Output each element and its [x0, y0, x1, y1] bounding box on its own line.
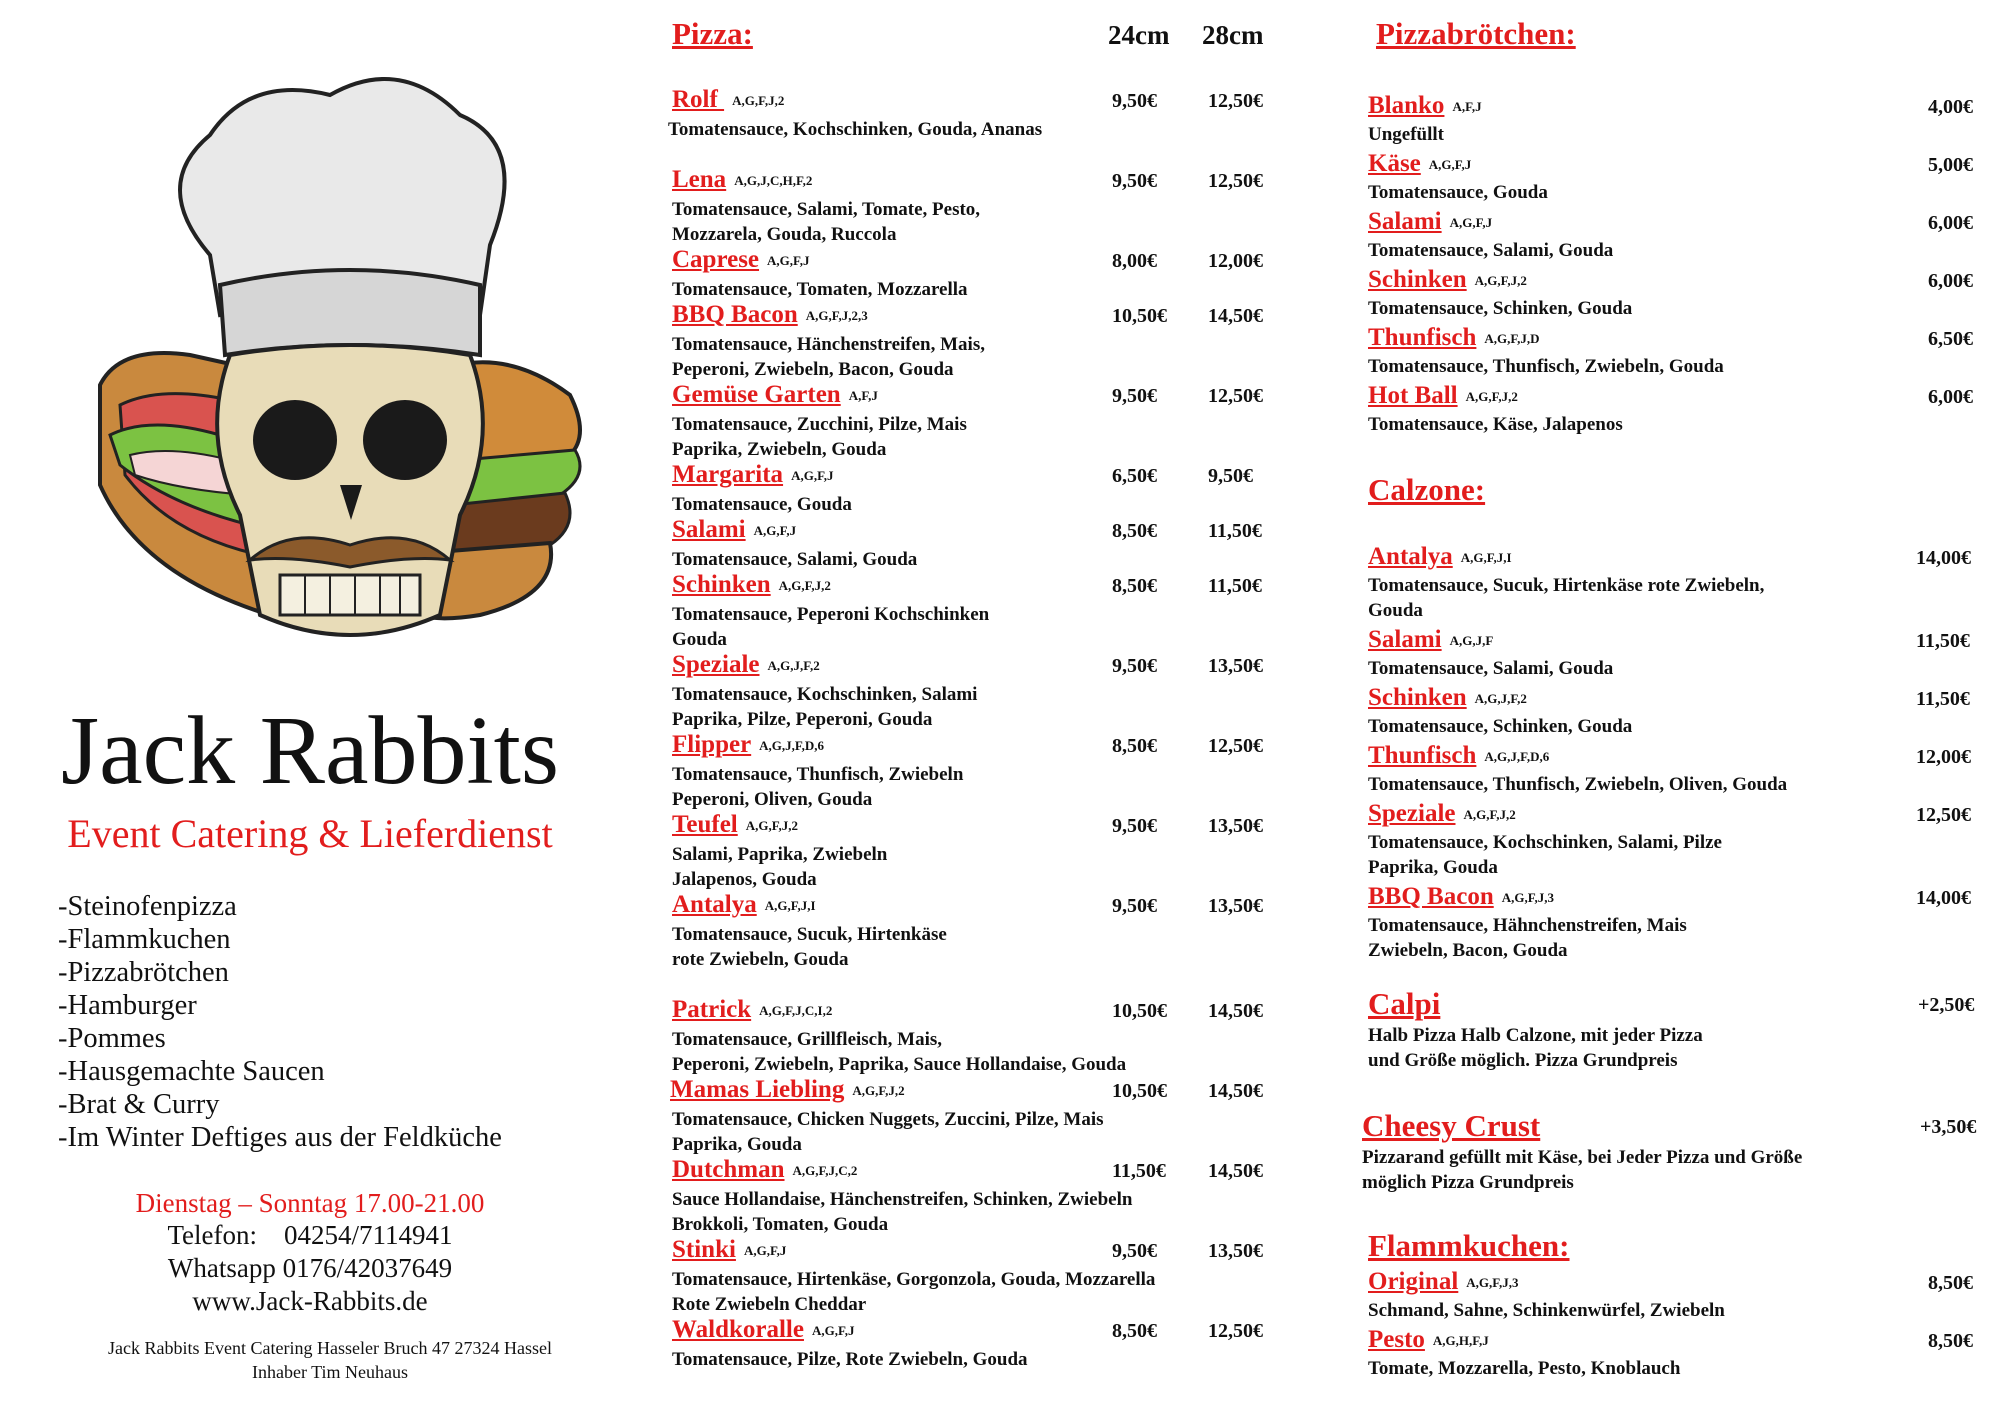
- pizzabroetchen-desc-line: Ungefüllt: [1368, 124, 1444, 145]
- pizzabroetchen-item-name: [1368, 150, 1471, 178]
- cheesy-crust-name: Cheesy Crust: [1362, 1108, 1541, 1143]
- allergen-codes: A,G,F,J,2: [745, 818, 798, 833]
- owner: Inhaber Tim Neuhaus: [252, 1362, 408, 1382]
- pizza-item-name: [672, 651, 820, 679]
- pizzabroetchen-desc-line: Tomatensauce, Käse, Jalapenos: [1368, 414, 1623, 435]
- pizza-price-28: 12,50€: [1208, 1320, 1263, 1342]
- calzone-item-name: [1368, 800, 1516, 828]
- pizzabroetchen-item-price: 6,50€: [1928, 328, 1973, 350]
- flammkuchen-item-price: 8,50€: [1928, 1272, 1973, 1294]
- allergen-codes: A,G,F,J,3: [1501, 890, 1554, 905]
- flammkuchen-item-price: 8,50€: [1928, 1330, 1973, 1352]
- pizza-item-title: Gemüse Garten: [672, 381, 841, 408]
- calzone-item-title: Schinken: [1368, 684, 1467, 711]
- website-link[interactable]: www.Jack-Rabbits.de: [192, 1286, 428, 1316]
- allergen-codes: A,G,J,F,D,6: [759, 738, 825, 753]
- pizzabroetchen-item-price: 4,00€: [1928, 96, 1973, 118]
- pizza-item-title: Mamas Liebling: [670, 1076, 845, 1103]
- pizzabroetchen-item-price: 6,00€: [1928, 386, 1973, 408]
- pizzabroetchen-item-price: 5,00€: [1928, 154, 1973, 176]
- calzone-item-price: 14,00€: [1916, 547, 1971, 569]
- flammkuchen-desc-line: Tomate, Mozzarella, Pesto, Knoblauch: [1368, 1358, 1681, 1379]
- allergen-codes: A,G,F,J: [1428, 157, 1472, 172]
- pizza-price-24: 8,50€: [1112, 575, 1157, 597]
- pizza-item-name: [672, 1236, 786, 1264]
- allergen-codes: A,G,F,J: [753, 523, 797, 538]
- flammkuchen-item-title: Pesto: [1368, 1326, 1425, 1353]
- pizza-desc-line: Peperoni, Zwiebeln, Paprika, Sauce Hollandaise, Gouda: [672, 1054, 1127, 1075]
- pizza-item-title: Lena: [672, 166, 727, 193]
- pizza-item-title: Dutchman: [672, 1156, 785, 1183]
- pizzabroetchen-desc-line: Tomatensauce, Schinken, Gouda: [1368, 298, 1633, 319]
- pizzabroetchen-item-name: [1368, 92, 1482, 120]
- allergen-codes: A,G,J,F,2: [767, 658, 820, 673]
- pizza-item-title: Teufel: [672, 811, 738, 838]
- pizza-price-28: 12,50€: [1208, 735, 1263, 757]
- service-item: -Hausgemachte Saucen: [58, 1056, 325, 1087]
- pizzabroetchen-item-title: Thunfisch: [1368, 324, 1477, 351]
- pizza-price-24: 9,50€: [1112, 815, 1157, 837]
- pizza-desc-line: Salami, Paprika, Zwiebeln: [672, 844, 888, 865]
- pizza-price-24: 6,50€: [1112, 465, 1157, 487]
- pizza-item-name: [672, 1156, 857, 1184]
- pizza-item-title: Caprese: [672, 246, 760, 273]
- phone-number: Telefon: 04254/7114941: [167, 1220, 453, 1250]
- pizza-desc-line: Tomatensauce, Salami, Gouda: [672, 549, 918, 570]
- pizza-item-name: [672, 731, 824, 759]
- pizza-desc-line: Paprika, Gouda: [672, 1134, 802, 1155]
- allergen-codes: A,G,F,J,2,3: [805, 308, 868, 323]
- calzone-desc-line: Tomatensauce, Sucuk, Hirtenkäse rote Zwiebeln,: [1368, 575, 1765, 596]
- pizza-desc-line: Peperoni, Zwiebeln, Bacon, Gouda: [672, 359, 954, 380]
- allergen-codes: A,G,J,C,H,F,2: [734, 173, 813, 188]
- pizzabroetchen-desc-line: Tomatensauce, Thunfisch, Zwiebeln, Gouda: [1368, 356, 1724, 377]
- pizza-item-title: Rolf: [672, 86, 725, 113]
- pizza-item-title: Antalya: [672, 891, 757, 918]
- calzone-desc-line: Tomatensauce, Schinken, Gouda: [1368, 716, 1633, 737]
- pizza-desc-line: Jalapenos, Gouda: [672, 869, 817, 890]
- pizza-desc-line: Tomatensauce, Sucuk, Hirtenkäse: [672, 924, 947, 945]
- allergen-codes: A,G,F,J,C,I,2: [759, 1003, 833, 1018]
- pizza-item-title: Stinki: [672, 1236, 736, 1263]
- chef-hat-illustration: [180, 79, 505, 355]
- calzone-desc-line: Zwiebeln, Bacon, Gouda: [1368, 940, 1568, 961]
- pizza-price-28: 12,00€: [1208, 250, 1263, 272]
- allergen-codes: A,G,F,J,D: [1484, 331, 1540, 346]
- calpi-desc-line: und Größe möglich. Pizza Grundpreis: [1368, 1050, 1678, 1071]
- allergen-codes: A,G,H,F,J: [1432, 1333, 1489, 1348]
- cheesy-crust-price: +3,50€: [1920, 1116, 1977, 1138]
- pizza-desc-line: Sauce Hollandaise, Hänchenstreifen, Schinken, Zwiebeln: [672, 1189, 1133, 1210]
- pizza-desc-line: Rote Zwiebeln Cheddar: [672, 1294, 867, 1315]
- calpi-name: Calpi: [1368, 986, 1441, 1021]
- pizza-item-title: Schinken: [672, 571, 771, 598]
- allergen-codes: A,G,F,J,2: [732, 93, 785, 108]
- service-item: -Hamburger: [58, 990, 197, 1021]
- pizza-item-name: [672, 166, 812, 194]
- pizza-item-name: [672, 86, 784, 114]
- allergen-codes: A,G,F,J: [767, 253, 810, 268]
- service-item: -Brat & Curry: [58, 1089, 220, 1120]
- pizza-desc-line: Tomatensauce, Grillfleisch, Mais,: [672, 1029, 943, 1050]
- calzone-desc-line: Tomatensauce, Kochschinken, Salami, Pilze: [1368, 832, 1722, 853]
- calzone-item-price: 11,50€: [1916, 630, 1970, 652]
- calzone-item-title: Thunfisch: [1368, 742, 1477, 769]
- pizza-price-24: 9,50€: [1112, 895, 1157, 917]
- calzone-desc-line: Paprika, Gouda: [1368, 857, 1498, 878]
- allergen-codes: A,F,J: [1452, 99, 1482, 114]
- calzone-item-title: Speziale: [1368, 800, 1456, 827]
- size-28-header: 28cm: [1202, 20, 1264, 50]
- allergen-codes: A,G,F,J,2: [1463, 807, 1516, 822]
- pizza-desc-line: Tomatensauce, Hänchenstreifen, Mais,: [672, 334, 985, 355]
- pizza-price-24: 9,50€: [1112, 655, 1157, 677]
- pizza-item-title: Salami: [672, 516, 746, 543]
- pizza-desc-line: Tomatensauce, Zucchini, Pilze, Mais: [672, 414, 967, 435]
- pizzabroetchen-item-name: [1368, 266, 1527, 294]
- calpi-desc-line: Halb Pizza Halb Calzone, mit jeder Pizza: [1368, 1025, 1703, 1046]
- pizzabroetchen-item-price: 6,00€: [1928, 270, 1973, 292]
- calzone-heading: Calzone:: [1368, 472, 1486, 507]
- allergen-codes: A,G,F,J,2: [778, 578, 831, 593]
- pizza-desc-line: Tomatensauce, Thunfisch, Zwiebeln: [672, 764, 964, 785]
- cheesy-crust-desc-line: möglich Pizza Grundpreis: [1362, 1172, 1574, 1193]
- pizza-price-28: 14,50€: [1208, 1000, 1263, 1022]
- calzone-desc-line: Tomatensauce, Thunfisch, Zwiebeln, Oliven, Gouda: [1368, 774, 1788, 795]
- pizza-item-name: [672, 811, 798, 839]
- calzone-item-price: 14,00€: [1916, 887, 1971, 909]
- pizza-item-title: Speziale: [672, 651, 760, 678]
- pizza-price-28: 12,50€: [1208, 170, 1263, 192]
- pizza-desc-line: Peperoni, Oliven, Gouda: [672, 789, 873, 810]
- pizza-item-title: Margarita: [672, 461, 784, 488]
- calzone-desc-line: Tomatensauce, Hähnchenstreifen, Mais: [1368, 915, 1687, 936]
- pizza-price-28: 9,50€: [1208, 465, 1253, 487]
- pizzabroetchen-item-title: Käse: [1368, 150, 1421, 177]
- pizza-desc-line: Brokkoli, Tomaten, Gouda: [672, 1214, 889, 1235]
- pizza-desc-line: Tomatensauce, Chicken Nuggets, Zuccini, Pilze, Mais: [672, 1109, 1104, 1130]
- calpi-price: +2,50€: [1918, 994, 1975, 1016]
- calzone-item-title: Salami: [1368, 626, 1442, 653]
- cheesy-crust-desc-line: Pizzarand gefüllt mit Käse, bei Jeder Pizza und Größe: [1362, 1147, 1803, 1168]
- pizzabroetchen-item-name: [1368, 382, 1518, 410]
- pizza-item-title: Flipper: [672, 731, 752, 758]
- pizza-desc-line: Tomatensauce, Tomaten, Mozzarella: [672, 279, 968, 300]
- whatsapp-number: Whatsapp 0176/42037649: [167, 1253, 453, 1283]
- calzone-item-price: 12,00€: [1916, 746, 1971, 768]
- pizza-desc-line: Tomatensauce, Salami, Tomate, Pesto,: [672, 199, 981, 220]
- flammkuchen-item-title: Original: [1368, 1268, 1459, 1295]
- opening-hours: Dienstag – Sonntag 17.00-21.00: [135, 1188, 485, 1218]
- pizza-heading: Pizza:: [672, 16, 753, 51]
- calzone-item-title: BBQ Bacon: [1368, 883, 1494, 910]
- skull-illustration: [217, 345, 483, 635]
- pizza-desc-line: rote Zwiebeln, Gouda: [672, 949, 849, 970]
- pizzabroetchen-item-title: Hot Ball: [1368, 382, 1458, 409]
- pizza-item-name: [672, 891, 816, 919]
- allergen-codes: A,G,F,J: [1449, 215, 1493, 230]
- allergen-codes: A,G,F,J,2: [1474, 273, 1527, 288]
- pizzabroetchen-item-title: Blanko: [1368, 92, 1445, 119]
- flammkuchen-desc-line: Schmand, Sahne, Schinkenwürfel, Zwiebeln: [1368, 1300, 1725, 1321]
- pizza-price-28: 11,50€: [1208, 520, 1262, 542]
- pizza-item-name: [672, 1316, 854, 1344]
- service-item: -Pommes: [58, 1023, 166, 1054]
- pizza-item-name: [672, 301, 868, 329]
- pizza-item-name: [672, 246, 810, 274]
- pizza-desc-line: Gouda: [672, 629, 727, 650]
- allergen-codes: A,G,J,F,2: [1474, 691, 1527, 706]
- size-24-header: 24cm: [1108, 20, 1170, 50]
- calzone-desc-line: Gouda: [1368, 600, 1423, 621]
- pizza-desc-line: Paprika, Pilze, Peperoni, Gouda: [672, 709, 933, 730]
- pizza-price-24: 10,50€: [1112, 305, 1167, 327]
- pizza-price-28: 13,50€: [1208, 895, 1263, 917]
- pizza-price-24: 8,50€: [1112, 520, 1157, 542]
- allergen-codes: A,G,F,J,I: [764, 898, 816, 913]
- pizza-price-24: 10,50€: [1112, 1000, 1167, 1022]
- calzone-item-price: 12,50€: [1916, 804, 1971, 826]
- pizza-price-24: 8,00€: [1112, 250, 1157, 272]
- allergen-codes: A,G,J,F,D,6: [1484, 749, 1550, 764]
- pizza-desc-line: Tomatensauce, Pilze, Rote Zwiebeln, Gouda: [672, 1349, 1028, 1370]
- pizza-price-28: 11,50€: [1208, 575, 1262, 597]
- calzone-item-price: 11,50€: [1916, 688, 1970, 710]
- calzone-item-name: [1368, 543, 1512, 571]
- pizza-price-24: 8,50€: [1112, 1320, 1157, 1342]
- pizza-item-name: [672, 461, 834, 489]
- allergen-codes: A,F,J: [848, 388, 878, 403]
- services-list: [58, 890, 502, 1154]
- service-item: -Pizzabrötchen: [58, 957, 229, 988]
- pizza-price-24: 10,50€: [1112, 1080, 1167, 1102]
- service-item: -Steinofenpizza: [58, 891, 237, 922]
- pizza-desc-line: Paprika, Zwiebeln, Gouda: [672, 439, 887, 460]
- pizza-price-28: 13,50€: [1208, 1240, 1263, 1262]
- pizza-price-28: 13,50€: [1208, 815, 1263, 837]
- pizzabroetchen-heading: Pizzabrötchen:: [1376, 16, 1576, 51]
- calzone-desc-line: Tomatensauce, Salami, Gouda: [1368, 658, 1614, 679]
- pizza-item-title: Waldkoralle: [672, 1316, 804, 1343]
- pizzabroetchen-item-name: [1368, 208, 1492, 236]
- pizza-item-name: [672, 996, 832, 1024]
- allergen-codes: A,G,F,J,I: [1460, 550, 1512, 565]
- pizzabroetchen-desc-line: Tomatensauce, Gouda: [1368, 182, 1548, 203]
- pizza-desc-line: Tomatensauce, Gouda: [672, 494, 852, 515]
- calzone-item-name: [1368, 883, 1554, 911]
- pizza-desc-line: Tomatensauce, Kochschinken, Salami: [672, 684, 978, 705]
- pizza-price-24: 11,50€: [1112, 1160, 1166, 1182]
- pizza-price-24: 8,50€: [1112, 735, 1157, 757]
- pizza-desc-line: Tomatensauce, Kochschinken, Gouda, Ananas: [668, 119, 1043, 140]
- flammkuchen-heading: Flammkuchen:: [1368, 1228, 1570, 1263]
- pizza-item-name: [672, 571, 831, 599]
- pizza-desc-line: Tomatensauce, Hirtenkäse, Gorgonzola, Gouda, Mozzarella: [672, 1269, 1156, 1290]
- pizzabroetchen-desc-line: Tomatensauce, Salami, Gouda: [1368, 240, 1614, 261]
- pizza-price-28: 13,50€: [1208, 655, 1263, 677]
- pizza-price-24: 9,50€: [1112, 385, 1157, 407]
- allergen-codes: A,G,F,J,2: [852, 1083, 905, 1098]
- allergen-codes: A,G,J,F: [1449, 633, 1494, 648]
- calzone-item-name: [1368, 742, 1549, 770]
- pizza-item-title: Patrick: [672, 996, 752, 1023]
- pizzabroetchen-item-price: 6,00€: [1928, 212, 1973, 234]
- flammkuchen-item-name: [1368, 1326, 1489, 1354]
- pizza-price-28: 14,50€: [1208, 1080, 1263, 1102]
- pizza-desc-line: Mozzarela, Gouda, Ruccola: [672, 224, 897, 245]
- pizza-price-24: 9,50€: [1112, 170, 1157, 192]
- pizza-price-24: 9,50€: [1112, 90, 1157, 112]
- calzone-item-name: [1368, 684, 1527, 712]
- pizza-desc-line: Tomatensauce, Peperoni Kochschinken: [672, 604, 990, 625]
- calzone-item-name: [1368, 626, 1493, 654]
- pizza-price-28: 12,50€: [1208, 90, 1263, 112]
- calzone-item-title: Antalya: [1368, 543, 1453, 570]
- address: Jack Rabbits Event Catering Hasseler Bruch 47 27324 Hassel: [108, 1338, 552, 1358]
- allergen-codes: A,G,F,J: [811, 1323, 855, 1338]
- flammkuchen-item-name: [1368, 1268, 1519, 1296]
- service-item: -Im Winter Deftiges aus der Feldküche: [58, 1122, 502, 1153]
- pizza-item-name: [670, 1076, 905, 1104]
- brand-name: Jack Rabbits: [60, 697, 560, 805]
- pizzabroetchen-item-title: Salami: [1368, 208, 1442, 235]
- brand-tagline: Event Catering & Lieferdienst: [67, 811, 553, 856]
- allergen-codes: A,G,F,J,2: [1465, 389, 1518, 404]
- chef-skull-logo: [80, 55, 600, 695]
- allergen-codes: A,G,F,J,C,2: [792, 1163, 858, 1178]
- pizza-price-24: 9,50€: [1112, 1240, 1157, 1262]
- allergen-codes: A,G,F,J: [791, 468, 834, 483]
- allergen-codes: A,G,F,J,3: [1466, 1275, 1519, 1290]
- pizzabroetchen-item-name: [1368, 324, 1540, 352]
- pizza-item-name: [672, 516, 796, 544]
- pizza-price-28: 12,50€: [1208, 385, 1263, 407]
- pizza-item-name: [672, 381, 878, 409]
- pizza-price-28: 14,50€: [1208, 1160, 1263, 1182]
- allergen-codes: A,G,F,J: [743, 1243, 787, 1258]
- pizzabroetchen-item-title: Schinken: [1368, 266, 1467, 293]
- service-item: -Flammkuchen: [58, 924, 231, 955]
- pizza-item-title: BBQ Bacon: [672, 301, 798, 328]
- pizza-price-28: 14,50€: [1208, 305, 1263, 327]
